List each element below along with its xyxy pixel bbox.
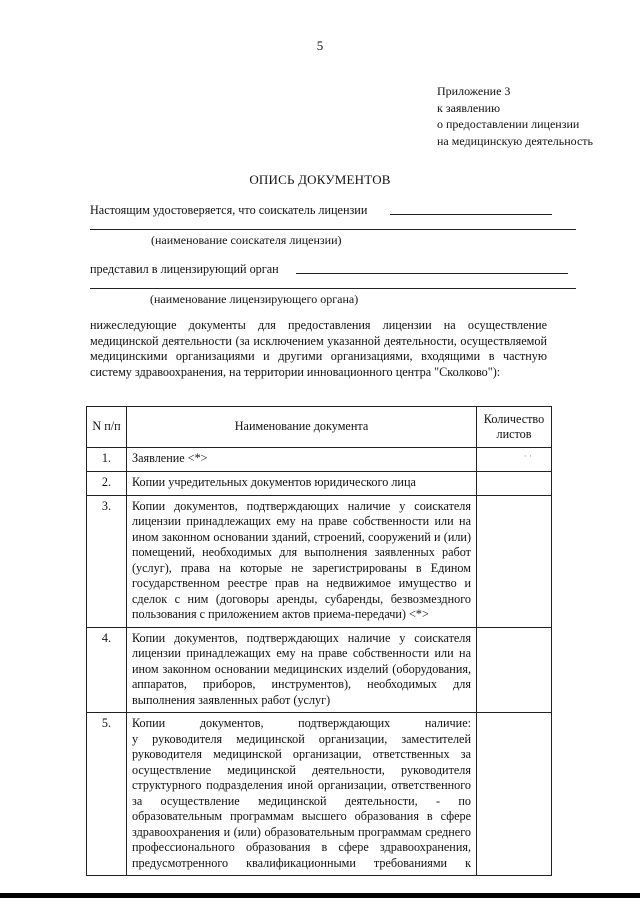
header-count: [477, 407, 552, 448]
table-header-row: [87, 407, 552, 448]
submitted-text: представил в лицензирующий орган: [90, 262, 279, 276]
table-row: [87, 471, 552, 495]
annex-line: о предоставлении лицензии: [437, 117, 580, 131]
table-row: [87, 627, 552, 713]
header-count-line1: Количество: [483, 411, 545, 426]
table-row: [87, 495, 552, 627]
applicant-caption: (наименование соискателя лицензии): [151, 233, 342, 247]
row-document-name: Копии учредительных документов юридического лица: [127, 471, 477, 495]
row-name-body: у руководителя медицинской организации, заместителей руководителя медицинской организации, ответственных за осуществление медицинской деятельности, руководителя структурного подразделения иной организации, ответственного за осуществление медицинской деятельности, - по образовательным программам высшего образования в сфере здравоохранения и (или) образовательным программам среднего профессионального образования в сфере здравоохранения, предусмотренного квалификационными требованиями к: [132, 731, 471, 870]
row-count-mark: · ·: [523, 451, 532, 461]
row-document-name: Копии документов, подтверждающих наличие у соискателя лицензии принадлежащих ему на праве собственности или на ином законном основании зданий, строений, сооружений и (или) помещений, необходимых для выполнения заявленных работ (услуг), права на которые не зарегистрированы в Едином государственном реестре прав на недвижимое имущество и сделок с ним (договоры аренды, субаренды, безвозмездного пользования с приложением актов приема-передачи) <*>: [127, 495, 477, 627]
authority-caption: (наименование лицензирующего органа): [150, 292, 359, 306]
row-num: 4.: [87, 627, 127, 713]
row-num: 3.: [87, 495, 127, 627]
table-row: [87, 448, 552, 472]
row-num: 2.: [87, 471, 127, 495]
row-sheet-count: [477, 627, 552, 713]
row-name-intro: Копии документов, подтверждающих наличие:: [132, 716, 471, 731]
row-num: 5.: [87, 713, 127, 876]
authority-name-line: [296, 273, 568, 274]
header-num: N п/п: [87, 407, 127, 448]
row-document-name: [127, 713, 477, 876]
row-sheet-count: [477, 448, 552, 472]
row-num: 1.: [87, 448, 127, 472]
scan-edge-bar: [0, 893, 640, 898]
row-sheet-count: [477, 713, 552, 876]
row-document-name: Копии документов, подтверждающих наличие у соискателя лицензии принадлежащих ему на праве собственности или на ином законном основании медицинских изделий (оборудования, аппаратов, приборов, инструментов), необходимых для выполнения заявленных работ (услуг): [127, 627, 477, 713]
row-sheet-count: [477, 495, 552, 627]
applicant-name-line-2: [90, 229, 576, 230]
intro-paragraph: нижеследующие документы для предоставления лицензии на осуществление медицинской деятельности (за исключением указанной деятельности, осуществляемой медицинскими организациями и другими организациями, входящими в частную систему здравоохранения, на территории инновационного центра "Сколково"):: [90, 318, 547, 379]
table-row: [87, 713, 552, 876]
certify-text: Настоящим удостоверяется, что соискатель лицензии: [90, 203, 368, 217]
applicant-name-line: [390, 214, 552, 215]
authority-name-line-2: [90, 288, 576, 289]
row-document-name: Заявление <*>: [127, 448, 477, 472]
annex-line: на медицинскую деятельность: [437, 133, 593, 148]
document-title: ОПИСЬ ДОКУМЕНТОВ: [249, 172, 391, 187]
documents-table: [86, 406, 552, 876]
row-sheet-count: [477, 471, 552, 495]
annex-line: Приложение 3: [437, 84, 511, 98]
annex-line: к заявлению: [437, 100, 501, 115]
annex-block: [437, 83, 593, 149]
header-name: Наименование документа: [127, 407, 477, 448]
page-number: 5: [316, 38, 324, 53]
header-count-line2: листов: [496, 426, 532, 441]
